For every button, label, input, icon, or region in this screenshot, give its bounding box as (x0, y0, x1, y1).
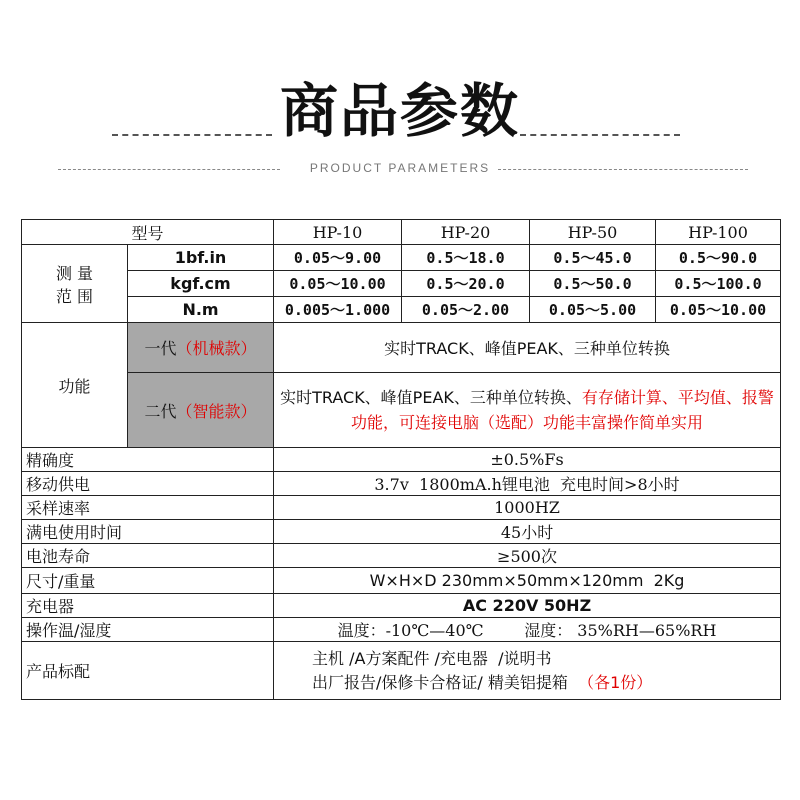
spec-row (22, 520, 781, 544)
spec-label: 采样速率 (22, 496, 274, 520)
model-row (22, 220, 781, 245)
range-value: 0.05～9.00 (274, 245, 402, 271)
gen1-label-note: （机械款） (176, 339, 257, 358)
function-gen1-row (22, 323, 781, 373)
range-label-line: 范 围 (55, 286, 94, 306)
spec-value: 45小时 (274, 520, 781, 544)
spec-row (22, 496, 781, 520)
range-row (22, 297, 781, 323)
spec-label: 操作温/湿度 (22, 618, 274, 642)
spec-value: 温度：-10℃—40℃ 湿度： 35%RH—65%RH (274, 618, 781, 642)
spec-label: 移动供电 (22, 472, 274, 496)
gen2-label-note: （智能款） (176, 401, 257, 421)
accessories-value (274, 642, 781, 700)
gen2-label (128, 373, 274, 448)
model-cell: HP-50 (530, 220, 656, 245)
range-label (22, 245, 128, 323)
accessories-row (22, 642, 781, 700)
gen2-label-prefix: 二代 (144, 401, 177, 421)
product-parameters-table (21, 219, 781, 700)
spec-row (22, 568, 781, 594)
range-unit: 1bf.in (128, 245, 274, 271)
gen1-label-prefix: 一代 (144, 339, 177, 358)
spec-value: W×H×D 230mm×50mm×120mm 2Kg (274, 568, 781, 594)
spec-value: ≥500次 (274, 544, 781, 568)
accessories-line (312, 671, 776, 695)
range-value: 0.5～100.0 (656, 271, 781, 297)
model-cell: HP-10 (274, 220, 402, 245)
range-row (22, 271, 781, 297)
model-cell: HP-100 (656, 220, 781, 245)
model-cell: HP-20 (402, 220, 530, 245)
range-value: 0.5～50.0 (530, 271, 656, 297)
range-label-line: 测 量 (55, 263, 94, 283)
spec-value: 1000HZ (274, 496, 781, 520)
range-value: 0.05～10.00 (656, 297, 781, 323)
spec-value: ±0.5%Fs (274, 448, 781, 472)
gen2-functions-text: 实时TRACK、峰值PEAK、三种单位转换、 (280, 388, 582, 407)
spec-label: 精确度 (22, 448, 274, 472)
function-gen2-row (22, 373, 781, 448)
spec-label: 电池寿命 (22, 544, 274, 568)
spec-label: 满电使用时间 (22, 520, 274, 544)
range-value: 0.5～45.0 (530, 245, 656, 271)
title-divider-left (112, 134, 272, 136)
model-label: 型号 (22, 220, 274, 245)
spec-row (22, 594, 781, 618)
range-row (22, 245, 781, 271)
range-unit: N.m (128, 297, 274, 323)
spec-row (22, 618, 781, 642)
range-value: 0.5～18.0 (402, 245, 530, 271)
page-title: 商品参数 (279, 77, 520, 145)
spec-row (22, 472, 781, 496)
title-divider-right (520, 134, 680, 136)
spec-label: 尺寸/重量 (22, 568, 274, 594)
spec-row (22, 448, 781, 472)
spec-row (22, 544, 781, 568)
subtitle-divider-right (498, 169, 748, 170)
range-value: 0.05～10.00 (274, 271, 402, 297)
accessories-line-text: 出厂报告/保修卡合格证/ 精美铝提箱 (312, 672, 579, 692)
spec-value: 3.7v 1800mA.h锂电池 充电时间>8小时 (274, 472, 781, 496)
spec-value: AC 220V 50HZ (274, 594, 781, 618)
spec-label: 充电器 (22, 594, 274, 618)
range-value: 0.005～1.000 (274, 297, 402, 323)
gen2-functions (274, 373, 781, 448)
function-label: 功能 (22, 323, 128, 448)
gen2-functions-highlight: 有存储计算、平均值、报警功能，可连接电脑（选配）功能丰富操作简单实用 (351, 388, 774, 432)
range-value: 0.05～2.00 (402, 297, 530, 323)
range-unit: kgf.cm (128, 271, 274, 297)
accessories-line: 主机 /A方案配件 /充电器 /说明书 (312, 648, 552, 668)
gen1-label (128, 323, 274, 373)
accessories-label: 产品标配 (22, 642, 274, 700)
gen1-functions: 实时TRACK、峰值PEAK、三种单位转换 (274, 323, 781, 373)
range-value: 0.5～90.0 (656, 245, 781, 271)
range-value: 0.5～20.0 (402, 271, 530, 297)
accessories-quantity-note: （各1份） (578, 672, 653, 692)
range-value: 0.05～5.00 (530, 297, 656, 323)
page-subtitle: PRODUCT PARAMETERS (309, 161, 491, 175)
